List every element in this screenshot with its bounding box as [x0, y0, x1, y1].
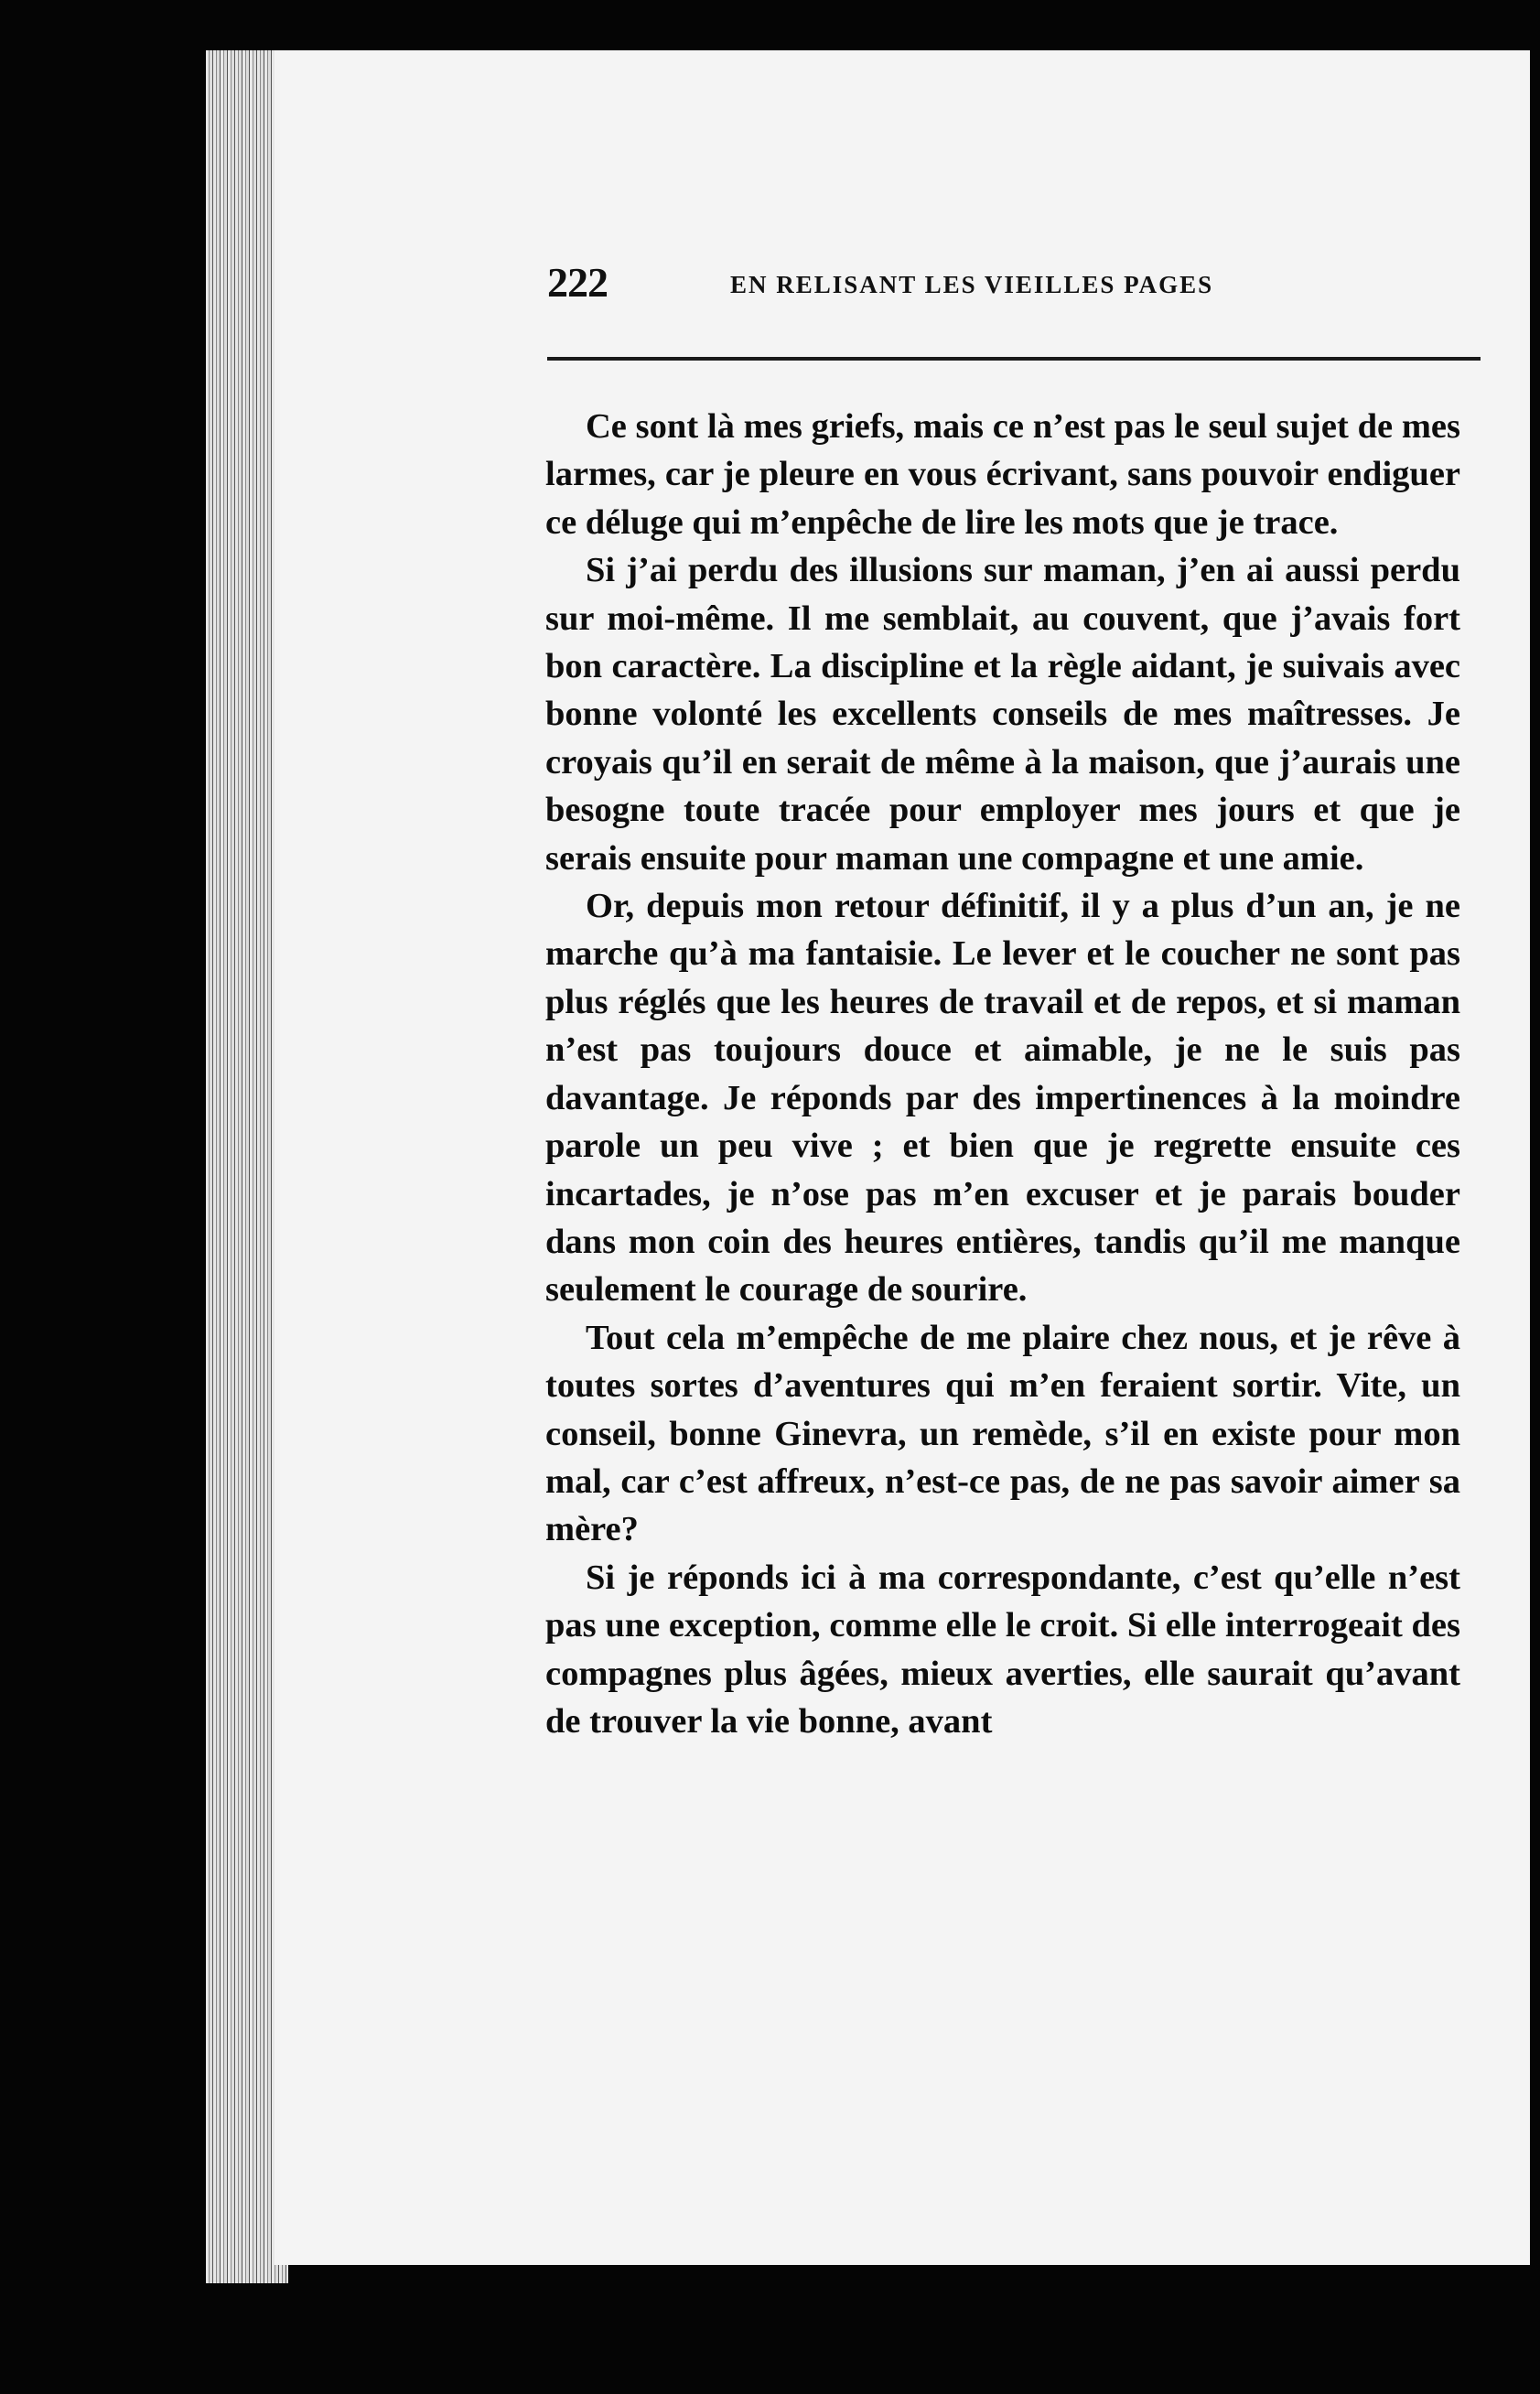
header-rule: [547, 357, 1481, 361]
paragraph: Si je réponds ici à ma correspondante, c’est qu’elle n’est pas une exception, comme elle le croit. Si elle interrogeait des compagnes plus âgées, mieux averties, elle saurait qu’avant de trouver la vie bonne, avant: [545, 1558, 1460, 1741]
running-title: EN RELISANT LES VIEILLES PAGES: [730, 271, 1214, 298]
body-text: [545, 403, 1460, 1745]
paragraph: Or, depuis mon retour définitif, il y a plus d’un an, je ne marche qu’à ma fantaisie. Le lever et le coucher ne sont pas plus réglés que les heures de travail et de repos, et si maman n’est pas toujours douce et aimable, je ne le suis pas davantage. Je réponds par des impertinences à la moindre parole un peu vive ; et bien que je regrette ensuite ces incartades, je n’ose pas m’en excuser et je parais bouder dans mon coin des heures entières, tandis qu’il me manque seulement le courage de sourire.: [545, 887, 1460, 1310]
paragraph: Tout cela m’empêche de me plaire chez nous, et je rêve à toutes sortes d’aventures qui m’en feraient sortir. Vite, un conseil, bonne Ginevra, un remède, s’il en existe pour mon mal, car c’est affreux, n’est-ce pas, de ne pas savoir aimer sa mère?: [545, 1318, 1460, 1549]
page-header: [547, 258, 1484, 313]
paragraph: Ce sont là mes griefs, mais ce n’est pas le seul sujet de mes larmes, car je pleure en vous écrivant, sans pouvoir endiguer ce déluge qui m’enpêche de lire les mots que je trace.: [545, 407, 1460, 542]
paragraph: Si j’ai perdu des illusions sur maman, j’en ai aussi perdu sur moi-même. Il me semblait, au couvent, que j’avais fort bon caractère. La discipline et la règle aidant, je suivais avec bonne volonté les excellents conseils de mes maîtresses. Je croyais qu’il en serait de même à la maison, que j’aurais une besogne toute tracée pour employer mes jours et que je serais ensuite pour maman une compagne et une amie.: [545, 551, 1460, 878]
page-number: 222: [547, 259, 608, 306]
